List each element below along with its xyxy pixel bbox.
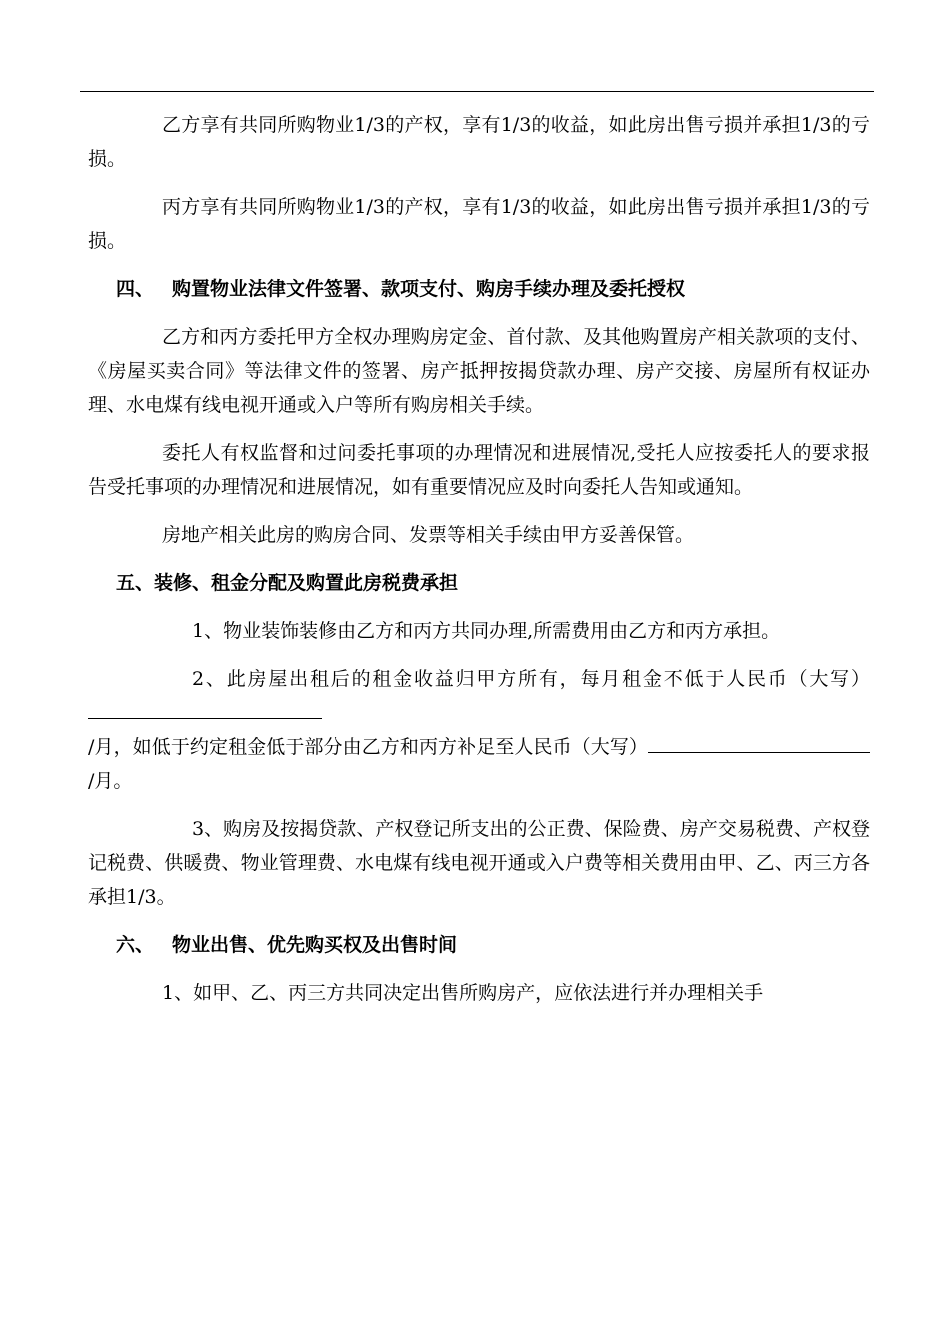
section-heading-6 bbox=[116, 928, 870, 962]
paragraph-share-bing: 丙方享有共同所购物业1/3的产权，享有1/3的收益，如此房出售亏损并承担1/3的亏损。 bbox=[88, 196, 870, 252]
paragraph-entrustment: 乙方和丙方委托甲方全权办理购房定金、首付款、及其他购置房产相关款项的支付、《房屋买卖合同》等法律文件的签署、房产抵押按揭贷款办理、房产交接、房屋所有权证办理、水电煤有线电视开通或入户等所有购房相关手续。 bbox=[88, 326, 870, 416]
section-number: 四、 bbox=[116, 278, 155, 300]
section-title: 物业出售、优先购买权及出售时间 bbox=[172, 934, 458, 956]
rent-text-c: /月。 bbox=[88, 770, 133, 792]
rent-text-a: 2、此房屋出租后的租金收益归甲方所有，每月租金不低于人民币（大写） bbox=[192, 668, 870, 690]
paragraph-custody: 房地产相关此房的购房合同、发票等相关手续由甲方妥善保管。 bbox=[162, 524, 695, 546]
section-title: 五、装修、租金分配及购置此房税费承担 bbox=[116, 572, 459, 594]
header-rule bbox=[80, 91, 874, 92]
rent-text-b: /月，如低于约定租金低于部分由乙方和丙方补足至人民币（大写） bbox=[88, 736, 648, 758]
rent-topup-blank[interactable] bbox=[648, 730, 870, 753]
paragraph-fees: 3、购房及按揭贷款、产权登记所支出的公正费、保险费、房产交易税费、产权登记税费、供暖费、物业管理费、水电煤有线电视开通或入户费等相关费用由甲、乙、丙三方各承担1/3。 bbox=[88, 818, 870, 908]
paragraph-share-yi: 乙方享有共同所购物业1/3的产权，享有1/3的收益，如此房出售亏损并承担1/3的亏损。 bbox=[88, 114, 870, 170]
document-body bbox=[88, 108, 870, 1024]
paragraph-sale: 1、如甲、乙、丙三方共同决定出售所购房产，应依法进行并办理相关手 bbox=[162, 982, 764, 1004]
section-heading-4 bbox=[116, 272, 870, 306]
rent-amount-blank[interactable] bbox=[88, 696, 322, 719]
paragraph-decoration: 1、物业装饰装修由乙方和丙方共同办理,所需费用由乙方和丙方承担。 bbox=[192, 620, 781, 642]
section-number: 六、 bbox=[116, 934, 155, 956]
paragraph-rent bbox=[88, 662, 870, 798]
paragraph-supervision: 委托人有权监督和过问委托事项的办理情况和进展情况,受托人应按委托人的要求报告受托事项的办理情况和进展情况，如有重要情况应及时向委托人告知或通知。 bbox=[88, 442, 870, 498]
section-heading-5 bbox=[116, 566, 870, 600]
section-title: 购置物业法律文件签署、款项支付、购房手续办理及委托授权 bbox=[172, 278, 686, 300]
